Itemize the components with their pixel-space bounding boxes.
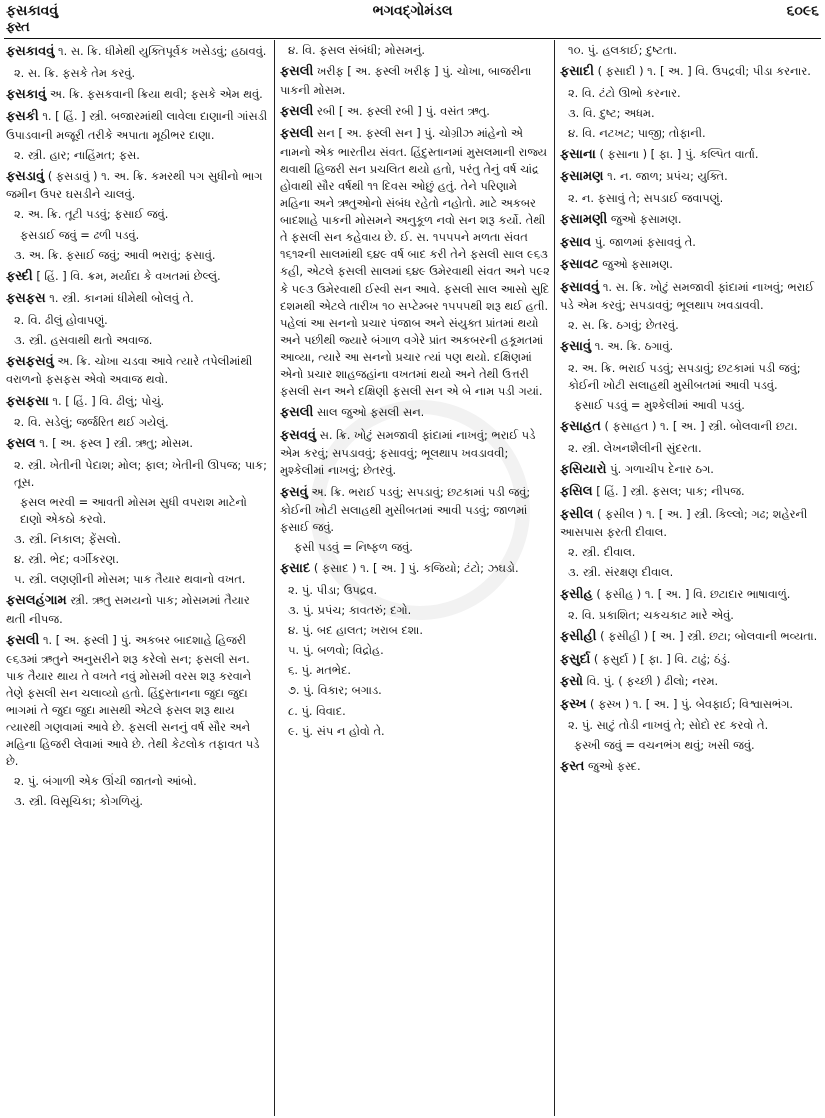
sense-line: ૩. પું. પ્રપંચ; કાવતરું; દગો. <box>288 603 412 618</box>
sense-line: ૨. સ. ક્રિ. ફસકે તેમ કરવું. <box>14 65 136 80</box>
sense-line: ૩. સ્ત્રી. વિસૂચિકા; કોગળિયું. <box>14 794 144 809</box>
sense-line: ૫. સ્ત્રી. લણણીની મોસમ; પાક તૈયાર થવાનો વખત. <box>14 572 246 587</box>
dictionary-entry: ફસાવ પું. જાળમાં ફસાવવું તે. <box>560 234 696 250</box>
dictionary-entry: ફસાવું ૧. અ. ક્રિ. ઠગાવું. <box>560 339 674 355</box>
header-title: ભગવદ્ગોમંડલ <box>372 3 453 19</box>
sense-line: ૮. પું. વિવાદ. <box>288 703 346 718</box>
dictionary-entry: ફસડાવું ( ફસડાવું ) ૧. અ. ક્રિ. કમરથી પગ સુધીનો ભાગ જમીન ઉપર ઘસડીને ચાલવું. <box>6 168 263 202</box>
headword: ફસુર્દા <box>560 651 591 667</box>
headword: ફસામણી <box>560 212 608 228</box>
headword: ફસકાવવું <box>6 44 55 59</box>
column-divider-2 <box>554 40 555 1116</box>
column-1 <box>2 42 274 1114</box>
sense-line: ૨. અ. ક્રિ. ભરાઈ પડવું; સપડાવું; છટકામાં પડી જવું; કોઈની ખોટી સલાહથી મુસીબતમાં આવી પડવું. <box>568 360 801 392</box>
headword: ફસાવું <box>560 339 592 355</box>
usage-example: ફસી પડવું = નિષ્ફળ જવું. <box>294 540 413 555</box>
sense-line: ૨. પું. સાટું તોડી નાખવું તે; સોદો રદ કરવો તે. <box>568 718 769 733</box>
headword: ફસ્ખ <box>560 696 587 712</box>
headword: ફસાવવું <box>560 279 600 295</box>
headword: ફસો <box>560 674 584 690</box>
dictionary-entry: ફસ્ખ ( ફસ્ખ ) ૧. [ અ. ] પું. બેવફાઈ; વિશ્વાસભંગ. <box>560 696 794 712</box>
dictionary-entry: ફસફસવું અ. ક્રિ. ચોખા ચડવા આવે ત્યારે તપેલીમાંથી વરાળનો ફસફસ એવો અવાજ થવો. <box>6 353 253 387</box>
usage-example: ફસ્ખી જવું = વચનભંગ થવું; ખસી જવું. <box>574 738 755 753</box>
dictionary-entry: ફસ્દી [ હિં. ] વિ. ક્રમ, મર્યાદા કે વખતમાં છેલ્લું. <box>6 268 221 284</box>
dictionary-entry: ફસિયારો પું. ગળાચીપ દેનાર ઠગ. <box>560 461 714 477</box>
sense-line: ૪. વિ. નટખટ; પાજી; તોફાની. <box>568 125 706 140</box>
sense-line: ૩. અ. ક્રિ. ફસાઈ જવું; આવી ભરાવું; ફસાવું. <box>14 247 216 262</box>
dictionary-entry: ફસલહંગામ સ્ત્રી. ઋતુ સમયનો પાક; મોસમમાં તૈયાર થતી નીપજ. <box>6 593 250 626</box>
usage-example: ફસાઈ પડવું = મુશ્કેલીમાં આવી પડવું. <box>574 397 745 412</box>
sense-line: ૭. પું. વિકાર; બગાડ. <box>288 683 382 698</box>
header-left-guide-word: ફસકાવવું <box>6 3 59 19</box>
dictionary-entry: ફસવવું સ. ક્રિ. ખોટું સમજાવી ફાંદામાં નાખવું; ભરાઈ પડે એમ કરવું; સપડાવવું; ફસાવવું; ભૂલથાપ ખવડાવવી; મુશ્કેલીમાં નાખવું; છેતરવું. <box>280 427 536 478</box>
dictionary-entry: ફસવું અ. ક્રિ. ભરાઈ પડવું; સપડાવું; છટકામાં પડી જવું; કોઈની ખોટી સલાહથી મુસીબતમાં આવી પડવું; જાળમાં ફસાઈ જવું. <box>280 484 531 535</box>
headword: ફસડાવું <box>6 168 45 184</box>
page-header <box>0 0 825 22</box>
headword: ફસાદ <box>280 561 311 577</box>
dictionary-entry: ફસો વિ. પું. ( ફચ્છી ) ઢીલો; નરમ. <box>560 674 719 690</box>
sense-line: ૨. વિ. સડેલું; જર્જરિત થઈ ગયેલું. <box>14 415 169 430</box>
headword: ફસલહંગામ <box>6 593 67 609</box>
sense-line: ૨. સ્ત્રી. દીવાલ. <box>568 545 636 560</box>
dictionary-entry: ફસલી સાલ જુઓ ફસલી સન. <box>280 405 425 421</box>
headword: ફસલી <box>280 103 314 119</box>
dictionary-entry: ફસિલ [ હિં. ] સ્ત્રી. ફસલ; પાક; નીપજ. <box>560 484 745 500</box>
sense-line: ૨. સ્ત્રી. લેખનશૈલીની સુંદરતા. <box>568 440 702 455</box>
usage-example: ફસડાઈ જવું = ઢળી પડવું. <box>20 227 140 242</box>
headword: ફસાદી <box>560 64 594 80</box>
headword: ફસાવ <box>560 234 592 250</box>
sense-line: ૩. સ્ત્રી. સંરક્ષણ દીવાલ. <box>568 565 674 580</box>
headword: ફસ્ત <box>560 759 585 775</box>
dictionary-entry: ફસાદી ( ફસાદી ) ૧. [ અ. ] વિ. ઉપદ્રવી; પીડા કરનાર. <box>560 64 811 80</box>
headword: ફસામણ <box>560 169 604 185</box>
dictionary-entry: ફસલી ખરીફ [ અ. ફસ્લી ખરીફ ] પું. ચોખા, બાજરીના પાકની મોસમ. <box>280 64 532 97</box>
sense-line: ૪. વિ. ફસલ સંબંધી; મોસમનું. <box>288 43 425 57</box>
dictionary-entry: ફસકાવું અ. ક્રિ. ફસકવાની ક્રિયા થવી; ફસકે એમ થવું. <box>6 86 263 102</box>
dictionary-entry: ફસાના ( ફસાના ) [ ફા. ] પું. કલ્પિત વાર્તા. <box>560 146 759 162</box>
sense-line: ૨. વિ. ઢીલું હોવાપણું. <box>14 312 108 327</box>
dictionary-entry: ફસામણ ૧. ન. જાળ; પ્રપંચ; યુક્તિ. <box>560 169 728 185</box>
sense-line: ૯. પું. સંપ ન હોવો તે. <box>288 723 385 738</box>
dictionary-entry: ફસલી સન [ અ. ફસ્લી સન ] પું. ચોગ્રીઝ માંહેનો એ નામનો એક ભારતીય સંવત. હિંદુસ્તાનમાં મુસલમાની રાજ્ય થવાથી હિજરી સન પ્રચલિત થયો હતો, પરંતુ તેનું વર્ષ ચાંદ્ર હોવાથી સૌર વર્ષથી ૧૧ દિવસ ઓછું હતું. તેને પરિણામે મહિના અને ઋતુઓનો સંબંધ રહેતો નહોતો. માટે અકબર બાદશાહે પાકની મોસમને અનુકૂળ નવો સન શરૂ કર્યો. તેથી તે ફસલી સન કહેવાય છે. ઈ. સ. ૧૫૫૫ને મળતા સંવત ૧૬૧૨ની સાલમાંથી ૬૪૯ વર્ષ બાદ કરી તેને ફસલી સાલ ૯૬૩ કહી, એટલે ફસલી સાલમાં ૬૪૯ ઉમેરવાથી સંવત અને ૫૯૨ કે ૫૯૩ ઉમેરવાથી ઈસ્વી સન આવે. ફસલી સાલ આસો સુદિ દશમથી એટલે તારીખ ૧૦ સપ્ટેમ્બર ૧૫૫૫થી શરૂ થઈ હતી. પહેલાં આ સનનો પ્રચાર પંજાબ અને સંયુક્ત પ્રાંતમાં થયો અને પછીથી જ્યારે બંગાળ વગેરે પ્રાંત અકબરની હકૂમતમાં આવ્યા, ત્યારે આ સનનો પ્રચાર ત્યાં પણ થયો. દક્ષિણમાં એનો પ્રચાર શાહજહાંના વખતમાં થયો અને તેથી ઉત્તરી ફસલી સન અને દક્ષિણી ફસલી સન એ બે નામ પડી ગયાં. <box>280 126 550 399</box>
dictionary-entry: ફસાહત ( ફસાહત ) ૧. [ અ. ] સ્ત્રી. બોલવાની છટા. <box>560 419 798 435</box>
dictionary-entry: ફસફસા ૧. [ હિં. ] વિ. ઢીલું; પોચું. <box>6 393 165 409</box>
dictionary-entry: ફસુર્દા ( ફસુર્દા ) [ ફા. ] વિ. ટાઢું; ઠંડું. <box>560 651 731 667</box>
dictionary-entry: ફસલી રબી [ અ. ફસ્લી રબી ] પું. વસંત ઋતુ. <box>280 103 490 119</box>
headword: ફસલી <box>6 633 40 649</box>
headword: ફસલ <box>6 436 36 452</box>
sense-line: ૪. પું. બદ હાલત; ખરાબ દશા. <box>288 623 423 638</box>
sense-line: ૩. વિ. દુષ્ટ; અધમ. <box>568 105 655 120</box>
headword: ફસીહી <box>560 629 597 645</box>
dictionary-entry: ફસામણી જુઓ ફસામણ. <box>560 212 682 228</box>
sense-line: ૨. સ. ક્રિ. ઠગવું; છેતરવું. <box>568 318 679 333</box>
column-2 <box>276 42 554 1114</box>
sense-line: ૪. સ્ત્રી. ભેદ; વર્ગીકરણ. <box>14 552 120 567</box>
column-divider-1 <box>274 40 275 1116</box>
page-number: ૬૦૯૬ <box>786 3 819 19</box>
sense-line: ૩. સ્ત્રી. નિકાલ; ફેંસલો. <box>14 532 121 547</box>
headword: ફસીલ <box>560 506 594 522</box>
sense-line: ૨. વિ. ટંટો ઊભો કરનાર. <box>568 85 681 100</box>
dictionary-entry: ફસલ ૧. [ અ. ફસ્લ ] સ્ત્રી. ઋતુ; મોસમ. <box>6 436 194 452</box>
sense-line: ૨. પું. બંગાળી એક ઊંચી જાતનો આંબો. <box>14 774 197 789</box>
dictionary-entry: ફસીહ ( ફસીહ ) ૧. [ અ. ] વિ. છટાદાર ભાષાવાળું. <box>560 586 791 602</box>
column-3 <box>556 42 822 1114</box>
headword: ફસલી <box>280 126 314 142</box>
headword: ફસ્દી <box>6 268 33 284</box>
sense-line: ૨. પું. પીડા; ઉપદ્રવ. <box>288 582 378 597</box>
sense-line: ૨. સ્ત્રી. ખેતીની પેદાશ; મોલ; ફાલ; ખેતીની ઊપજ; પાક; તૂસ. <box>14 457 267 489</box>
headword: ફસફસા <box>6 393 49 409</box>
sense-line: ૧૦. પું. હલકાઈ; દુષ્ટતા. <box>568 43 677 57</box>
usage-example: ફસલ ભરવી = આવતી મોસમ સુધી વપરાશ માટેનો દાણો એકઠો કરવો. <box>20 494 247 527</box>
sense-line: ૨. વિ. પ્રકાશિત; ચકચકાટ મારે એવું. <box>568 608 734 623</box>
sense-line: ૬. પું. મતભેદ. <box>288 663 351 678</box>
headword: ફસવું <box>280 484 308 500</box>
dictionary-entry: ફસકી ૧. [ હિં. ] સ્ત્રી. બજારમાંથી લાવેલા દાણાની ગાંસડી ઉપાડવાની મજૂરી તરીકે અપાતા મૂઠીભર દાણા. <box>6 109 268 142</box>
headword: ફસવવું <box>280 427 317 443</box>
headword: ફસકી <box>6 109 39 125</box>
headword: ફસાવટ <box>560 257 599 273</box>
dictionary-entry: ફસકાવવું ૧. સ. ક્રિ. ધીમેથી યુક્તિપૂર્વક ખસેડવું; હઠાવવું. <box>6 44 267 59</box>
headword: ફસાના <box>560 146 596 162</box>
dictionary-entry: ફસફસ ૧. સ્ત્રી. કાનમાં ધીમેથી બોલવું તે. <box>6 291 194 307</box>
sense-line: ૨. અ. ક્રિ. તૂટી પડવું; ફસાઈ જવું. <box>14 207 169 222</box>
dictionary-entry: ફસાવટ જુઓ ફસામણ. <box>560 257 673 273</box>
dictionary-entry: ફસ્ત જુઓ ફસ્દ. <box>560 759 641 775</box>
dictionary-entry: ફસાદ ( ફસાદ ) ૧. [ અ. ] પું. કજિયો; ટંટો; ઝઘડો. <box>280 561 519 577</box>
header-rule <box>4 38 821 39</box>
headword: ફસાહત <box>560 419 601 435</box>
sense-line: ૨. સ્ત્રી. હાર; નાહિંમત; ફસ. <box>14 147 140 162</box>
dictionary-entry: ફસીહી ( ફસીહી ) [ અ. ] સ્ત્રી. છટા; બોલવાની ભવ્યતા. <box>560 629 818 645</box>
headword: ફસલી <box>280 64 314 80</box>
dictionary-entry: ફસીલ ( ફસીલ ) ૧. [ અ. ] સ્ત્રી. કિલ્લો; ગઢ; શહેરની આસપાસ ફરતી દીવાલ. <box>560 506 808 540</box>
headword: ફસકાવું <box>6 86 47 102</box>
dictionary-entry: ફસાવવું ૧. સ. ક્રિ. ખોટું સમજાવી ફાંદામાં નાખવું; ભરાઈ પડે એમ કરવું; સપડાવવું; ભૂલથાપ ખવડાવવી. <box>560 279 815 313</box>
header-right-guide-word: ફ્સ્ત <box>6 20 30 35</box>
headword: ફસલી <box>280 405 314 421</box>
headword: ફસફસ <box>6 291 46 307</box>
headword: ફસિલ <box>560 484 593 500</box>
dictionary-entry: ફસલી ૧. [ અ. ફસ્લી ] પું. અકબર બાદશાહે હિજરી ૯૬૩માં ઋતુને અનુસરીને શરૂ કરેલો સન; ફસલી સન. પાક તૈયાર થાય તે વખતે નવું મોસમી વરસ શરૂ કરવાને તેણે ફસલી સન ચલાવ્યો હતો. હિંદુસ્તાનના જુદા જુદા ભાગમાં તે જુદા જુદા માસથી એટલે ફસલ શરૂ થાય ત્યારથી ગણવામાં આવે છે. ફસલી સનનું વર્ષ સૌર અને મહિના હિજરી લેવામાં આવે છે. તેથી કેટલોક તફાવત પડે છે. <box>6 633 260 769</box>
headword: ફસીહ <box>560 586 593 602</box>
sense-line: ૩. સ્ત્રી. હસવાથી થતો અવાજ. <box>14 332 153 347</box>
sense-line: ૫. પું. બળવો; વિદ્રોહ. <box>288 643 384 658</box>
headword: ફસિયારો <box>560 461 607 477</box>
headword: ફસફસવું <box>6 353 54 369</box>
sense-line: ૨. ન. ફસાવું તે; સપડાઈ જવાપણું. <box>568 190 724 205</box>
